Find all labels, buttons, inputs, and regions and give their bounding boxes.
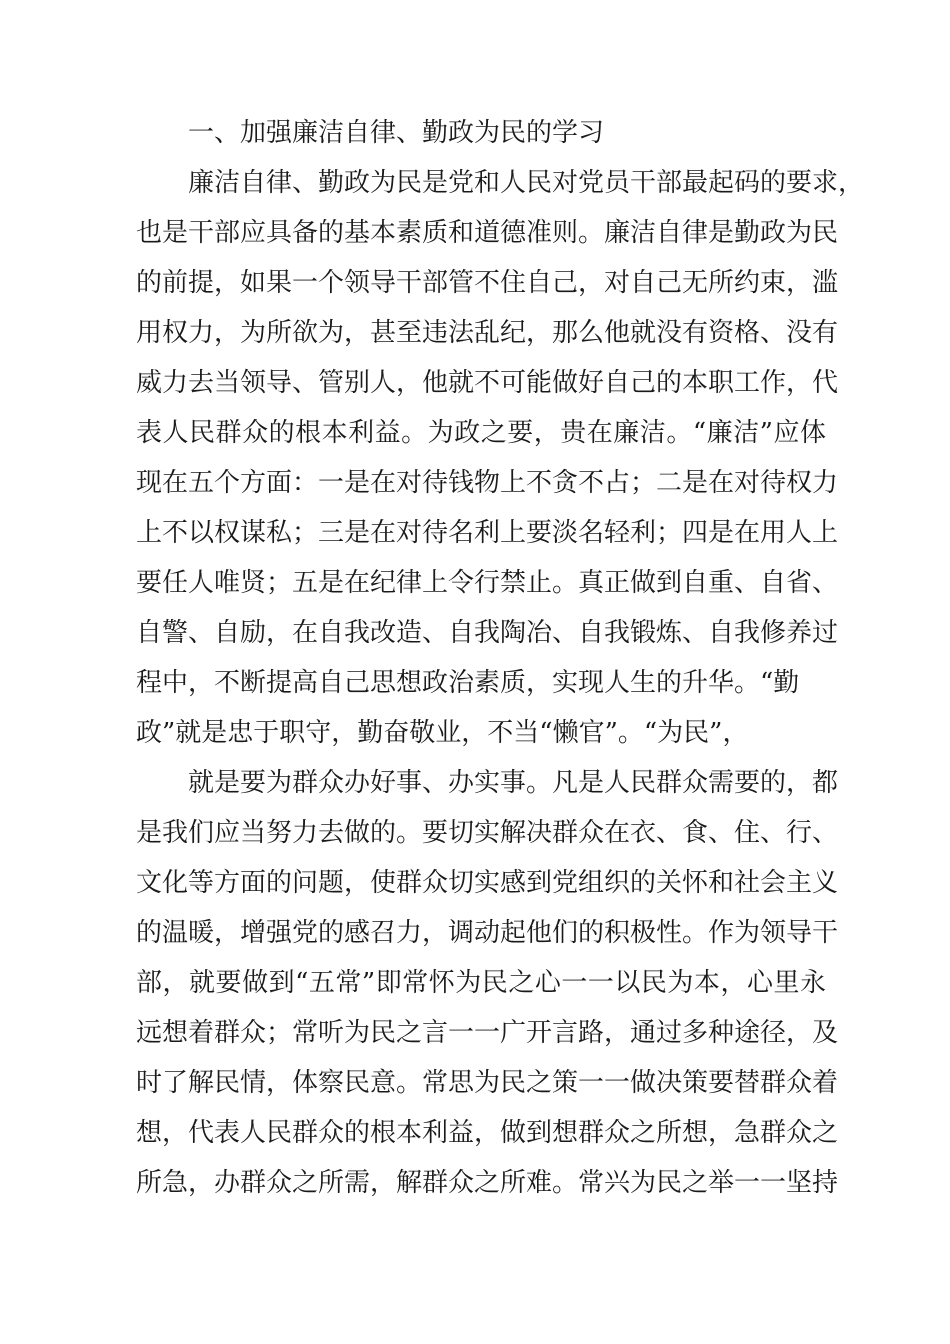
text-line: 要任人唯贤；五是在纪律上令行禁止。真正做到自重、自省、 bbox=[136, 568, 839, 598]
document-body bbox=[136, 108, 865, 1208]
text-line: 就是要为群众办好事、办实事。凡是人民群众需要的，都 bbox=[188, 768, 839, 798]
text-line: 也是干部应具备的基本素质和道德准则。廉洁自律是勤政为民 bbox=[136, 218, 839, 248]
paragraph-integrity bbox=[136, 158, 865, 758]
text-line: 远想着群众；常听为民之言一一广开言路，通过多种途径，及 bbox=[136, 1018, 839, 1048]
text-line: 部，就要做到“五常”即常怀为民之心一一以民为本，心里永 bbox=[136, 968, 826, 998]
text-line: 用权力，为所欲为，甚至违法乱纪，那么他就没有资格、没有 bbox=[136, 318, 839, 348]
text-line: 上不以权谋私；三是在对待名利上要淡名轻利；四是在用人上 bbox=[136, 518, 839, 548]
text-line: 的前提，如果一个领导干部管不住自己，对自己无所约束，滥 bbox=[136, 268, 839, 298]
text-line: 时了解民情，体察民意。常思为民之策一一做决策要替群众着 bbox=[136, 1068, 839, 1098]
text-line: 政”就是忠于职守，勤奋敬业，不当“懒官”。“为民”， bbox=[136, 718, 749, 748]
text-line: 现在五个方面：一是在对待钱物上不贪不占；二是在对待权力 bbox=[136, 468, 839, 498]
text-line: 廉洁自律、勤政为民是党和人民对党员干部最起码的要求， bbox=[188, 168, 865, 198]
text-line: 所急，办群众之所需，解群众之所难。常兴为民之举一一坚持 bbox=[136, 1168, 839, 1198]
text-line: 的温暖，增强党的感召力，调动起他们的积极性。作为领导干 bbox=[136, 918, 839, 948]
section-heading: 一、加强廉洁自律、勤政为民的学习 bbox=[188, 118, 605, 148]
text-line: 威力去当领导、管别人，他就不可能做好自己的本职工作，代 bbox=[136, 368, 839, 398]
paragraph-serving-people bbox=[136, 758, 839, 1208]
text-line: 程中，不断提高自己思想政治素质，实现人生的升华。“勤 bbox=[136, 668, 800, 698]
text-line: 表人民群众的根本利益。为政之要，贵在廉洁。“廉洁”应体 bbox=[136, 418, 826, 448]
text-line: 是我们应当努力去做的。要切实解决群众在衣、食、住、行、 bbox=[136, 818, 839, 848]
text-line: 自警、自励，在自我改造、自我陶冶、自我锻炼、自我修养过 bbox=[136, 618, 839, 648]
text-line: 文化等方面的问题，使群众切实感到党组织的关怀和社会主义 bbox=[136, 868, 839, 898]
text-line: 想，代表人民群众的根本利益，做到想群众之所想，急群众之 bbox=[136, 1118, 839, 1148]
